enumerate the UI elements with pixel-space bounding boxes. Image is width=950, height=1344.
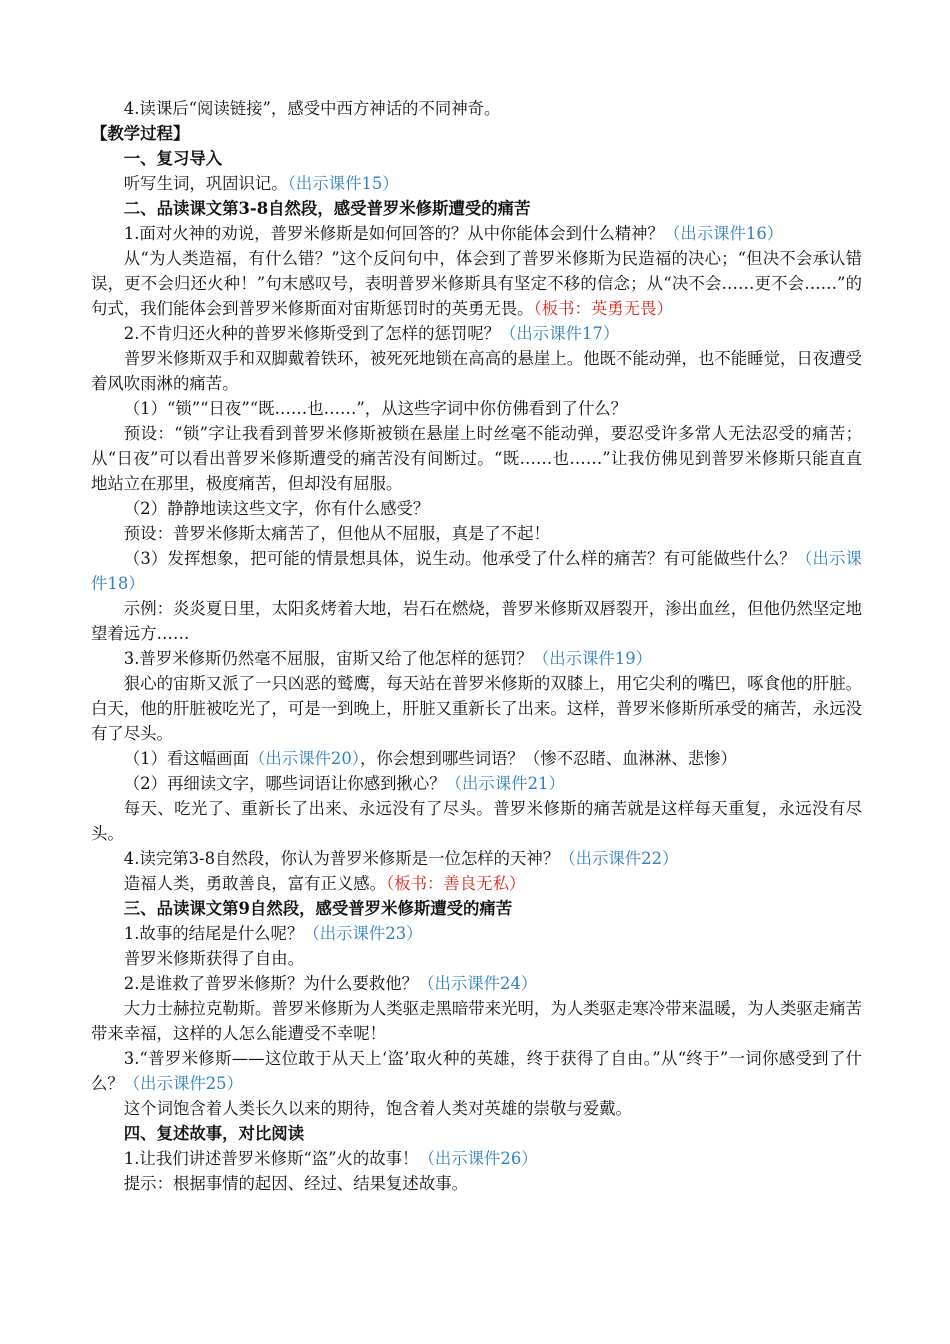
- sub-question: [91, 496, 862, 521]
- question: [91, 646, 862, 671]
- text: （3）发挥想象，把可能的情景想具体，说生动。他承受了什么样的痛苦？有可能做些什么？: [123, 549, 796, 568]
- question: [91, 971, 862, 996]
- text: 1.让我们讲述普罗米修斯“盗”火的故事！: [123, 1149, 419, 1168]
- question: [91, 921, 862, 946]
- text: 3.普罗米修斯仍然毫不屈服，宙斯又给了他怎样的惩罚？: [123, 649, 533, 668]
- text: 提示：根据事情的起因、经过、结果复述故事。: [123, 1174, 468, 1193]
- sub-question: [91, 396, 862, 421]
- courseware-note: （出示课件20）: [248, 749, 360, 768]
- courseware-note: （出示课件22）: [559, 849, 679, 868]
- paragraph: [91, 996, 862, 1046]
- courseware-note: （出示课件23）: [303, 924, 423, 943]
- paragraph: [91, 871, 862, 896]
- paragraph: [91, 1096, 862, 1121]
- text: 三、品读课文第9自然段，感受普罗米修斯遭受的痛苦: [123, 899, 513, 918]
- text: 普罗米修斯双手和双脚戴着铁环，被死死地锁在高高的悬崖上。他既不能动弹，也不能睡觉，日夜遭受着风吹雨淋的痛苦。: [91, 349, 862, 393]
- heading: [91, 146, 862, 171]
- text: 四、复述故事，对比阅读: [123, 1124, 305, 1143]
- board-note: （板书：英勇无畏）: [533, 299, 673, 318]
- text: 狠心的宙斯又派了一只凶恶的鹫鹰，每天站在普罗米修斯的双膝上，用它尖利的嘴巴，啄食他的肝脏。白天，他的肝脏被吃光了，可是一到晚上，肝脏又重新长了出来。这样，普罗米修斯所承受的痛苦，永远没有了尽头。: [91, 674, 862, 743]
- text: 示例：炎炎夏日里，太阳炙烤着大地，岩石在燃烧，普罗米修斯双唇裂开，渗出血丝，但他仍然坚定地望着远方……: [91, 599, 862, 643]
- text: 大力士赫拉克勒斯。普罗米修斯为人类驱走黑暗带来光明，为人类驱走寒冷带来温暖，为人类驱走痛苦带来幸福，这样的人怎么能遭受不幸呢！: [91, 999, 862, 1043]
- text: （1）“锁”“日夜”“既……也……”，从这些字词中你仿佛看到了什么？: [123, 399, 628, 418]
- question: [91, 1146, 862, 1171]
- paragraph: [91, 671, 862, 746]
- question: [91, 1046, 862, 1096]
- heading: [91, 1121, 862, 1146]
- paragraph: [91, 96, 862, 121]
- text: 【教学过程】: [91, 124, 190, 143]
- paragraph: [91, 946, 862, 971]
- courseware-note: （出示课件21）: [445, 774, 565, 793]
- text: 3.“普罗米修斯——这位敢于从天上‘盗’取火种的英雄，终于获得了自由。”从“终于”一词你感受到了什么？: [91, 1049, 862, 1093]
- text: （2）静静地读这些文字，你有什么感受？: [123, 499, 430, 518]
- text: 2.不肯归还火种的普罗米修斯受到了怎样的惩罚呢？: [123, 324, 501, 343]
- board-note: （板书：善良无私）: [386, 874, 526, 893]
- paragraph: [91, 1171, 862, 1196]
- section-title: [91, 121, 862, 146]
- text: 1.故事的结尾是什么呢？: [123, 924, 304, 943]
- question: [91, 321, 862, 346]
- paragraph: [91, 346, 862, 396]
- courseware-note: （出示课件15）: [287, 174, 399, 193]
- paragraph: [91, 521, 862, 546]
- text: 2.是谁救了普罗米修斯？为什么要救他？: [123, 974, 419, 993]
- text: 造福人类，勇敢善良，富有正义感。: [123, 874, 387, 893]
- question: [91, 221, 862, 246]
- text: 普罗米修斯获得了自由。: [123, 949, 305, 968]
- text: 4.读课后“阅读链接”，感受中西方神话的不同神奇。: [123, 99, 501, 118]
- courseware-note: （出示课件17）: [500, 324, 620, 343]
- text: （2）再细读文字，哪些词语让你感到揪心？: [123, 774, 446, 793]
- text: 预设：“锁”字让我看到普罗米修斯被锁在悬崖上时丝毫不能动弹，要忍受许多常人无法忍受的痛苦；从“日夜”可以看出普罗米修斯遭受的痛苦没有间断过。“既……也……”让我仿佛见到普罗米修斯只能直直地站立在那里，极度痛苦，但却没有屈服。: [91, 424, 862, 493]
- sub-question: [91, 771, 862, 796]
- courseware-note: （出示课件24）: [418, 974, 538, 993]
- sub-question: [91, 746, 862, 771]
- courseware-note: （出示课件18）: [91, 549, 862, 593]
- courseware-note: （出示课件19）: [532, 649, 653, 668]
- question: [91, 846, 862, 871]
- text: 二、品读课文第3-8自然段，感受普罗米修斯遭受的痛苦: [123, 199, 531, 218]
- text: 一、复习导入: [123, 149, 223, 168]
- text: 预设：普罗米修斯太痛苦了，但他从不屈服，真是了不起！: [123, 524, 550, 543]
- text: 1.面对火神的劝说，普罗米修斯是如何回答的？从中你能体会到什么精神？: [123, 224, 664, 243]
- courseware-note: （出示课件26）: [418, 1149, 538, 1168]
- text: 4.读完第3-8自然段，你认为普罗米修斯是一位怎样的天神？: [123, 849, 560, 868]
- text: 这个词饱含着人类长久以来的期待，饱含着人类对英雄的崇敬与爱戴。: [123, 1099, 632, 1118]
- heading: [91, 196, 862, 221]
- text: 从“为人类造福，有什么错？”这个反问句中，体会到了普罗米修斯为民造福的决心；“但决不会承认错误，更不会归还火种！”句末感叹号，表明普罗米修斯具有坚定不移的信念；从“决不会……更不会……”的句式，我们能体会到普罗米修斯面对宙斯惩罚时的英勇无畏。: [91, 249, 862, 318]
- text: ，你会想到哪些词语？（惨不忍睹、血淋淋、悲惨）: [359, 749, 737, 768]
- paragraph: [91, 421, 862, 496]
- text: （1）看这幅画面: [123, 749, 249, 768]
- paragraph: [91, 246, 862, 321]
- paragraph: [91, 796, 862, 846]
- courseware-note: （出示课件25）: [123, 1074, 243, 1093]
- paragraph: [91, 596, 862, 646]
- heading: [91, 896, 862, 921]
- text: 听写生词，巩固识记。: [123, 174, 288, 193]
- courseware-note: （出示课件16）: [663, 224, 784, 243]
- text: 每天、吃光了、重新长了出来、永远没有了尽头。普罗米修斯的痛苦就是这样每天重复，永远没有尽头。: [91, 799, 862, 843]
- paragraph: [91, 171, 862, 196]
- sub-question: [91, 546, 862, 596]
